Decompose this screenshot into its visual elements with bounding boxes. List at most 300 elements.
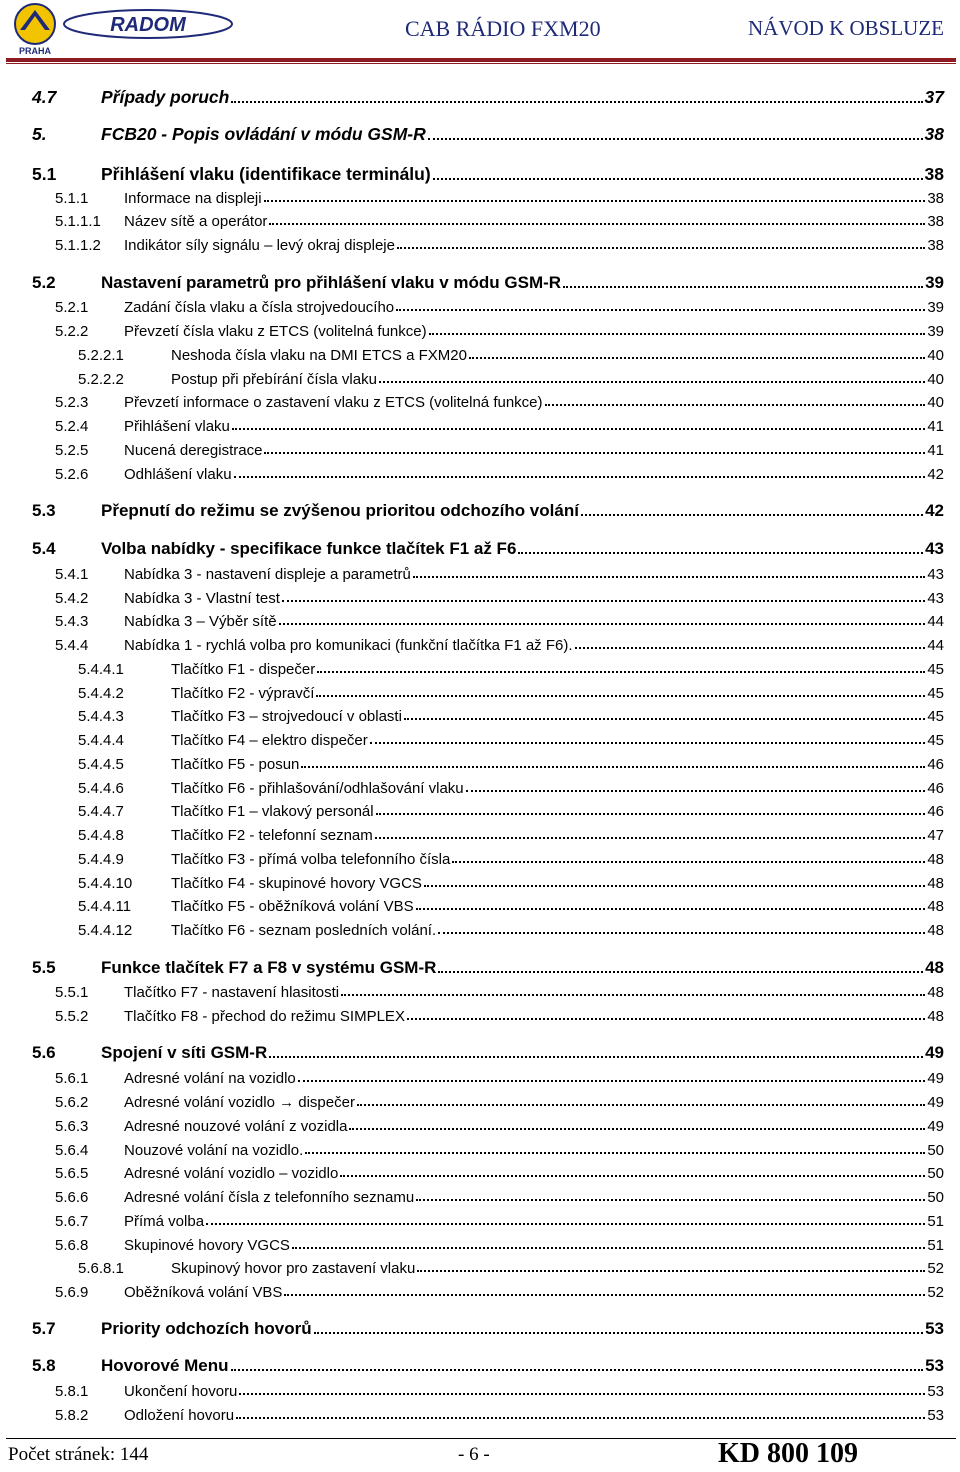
dot-leader bbox=[357, 1104, 925, 1106]
toc-entry-number: 5.6.8.1 bbox=[78, 1259, 124, 1277]
toc-entry-line bbox=[124, 590, 944, 607]
toc-entry-page: 44 bbox=[927, 636, 944, 654]
toc-entry-line bbox=[124, 1189, 944, 1206]
toc-entry-number: 5.4.4.5 bbox=[78, 755, 124, 773]
toc-entry-line bbox=[124, 299, 944, 316]
dot-leader bbox=[428, 138, 923, 140]
toc-entry-title: Volba nabídky - specifikace funkce tlačítek F1 až F6 bbox=[101, 539, 517, 558]
toc-entry-number: 5.2 bbox=[32, 273, 56, 292]
dot-leader bbox=[341, 994, 925, 996]
toc-entry[interactable] bbox=[0, 657, 960, 681]
toc-entry-number: 5.4.4.11 bbox=[78, 897, 132, 915]
dot-leader bbox=[581, 514, 923, 516]
toc-entry-line bbox=[124, 637, 944, 654]
toc-entry-page: 46 bbox=[927, 802, 944, 820]
header-doc-type: NÁVOD K OBSLUZE bbox=[748, 16, 944, 40]
toc-entry-page: 39 bbox=[927, 322, 944, 340]
toc-entry[interactable] bbox=[0, 1379, 960, 1403]
toc-entry-number: 5.5 bbox=[32, 958, 56, 977]
toc-entry-page: 49 bbox=[927, 1093, 944, 1111]
dot-leader bbox=[452, 861, 925, 863]
dot-leader bbox=[466, 790, 926, 792]
toc-entry-number: 5.8 bbox=[32, 1356, 56, 1375]
dot-leader bbox=[236, 1417, 925, 1419]
toc-entry[interactable] bbox=[0, 1090, 960, 1114]
toc-entry[interactable] bbox=[0, 1041, 960, 1065]
toc-entry[interactable] bbox=[0, 390, 960, 414]
toc-entry[interactable] bbox=[0, 633, 960, 657]
dot-leader bbox=[349, 1128, 925, 1130]
dot-leader bbox=[231, 1369, 924, 1371]
toc-entry-number: 5.4.4.1 bbox=[78, 660, 124, 678]
toc-entry[interactable] bbox=[0, 537, 960, 561]
toc-entry-line bbox=[101, 1043, 944, 1063]
dot-leader bbox=[370, 742, 926, 744]
toc-entry-number: 5.4.2 bbox=[55, 589, 89, 607]
toc-entry[interactable] bbox=[0, 980, 960, 1004]
toc-entry-number: 5.2.2.2 bbox=[78, 370, 124, 388]
toc-entry-title: Nucená deregistrace bbox=[124, 441, 263, 459]
toc-entry-number: 5.6.5 bbox=[55, 1164, 89, 1182]
toc-entry-page: 47 bbox=[927, 826, 944, 844]
toc-entry[interactable] bbox=[0, 1280, 960, 1304]
toc-entry-title: Tlačítko F3 – strojvedoucí v oblasti bbox=[171, 707, 402, 725]
toc-entry-page: 45 bbox=[927, 707, 944, 725]
toc-entry-line bbox=[101, 273, 944, 293]
toc-entry-line bbox=[101, 87, 944, 108]
toc-entry[interactable] bbox=[0, 1114, 960, 1138]
dot-leader bbox=[264, 452, 925, 454]
toc-entry-title: Tlačítko F6 - seznam posledních volání. bbox=[171, 921, 437, 939]
toc-entry-line bbox=[124, 566, 944, 583]
toc-entry-title: Případy poruch bbox=[101, 86, 230, 107]
toc-entry-page: 48 bbox=[927, 874, 944, 892]
dot-leader bbox=[416, 908, 926, 910]
toc-entry[interactable] bbox=[0, 1256, 960, 1280]
toc-entry-line bbox=[124, 394, 944, 411]
dot-leader bbox=[316, 695, 925, 697]
toc-entry-page: 38 bbox=[924, 163, 944, 184]
toc-entry[interactable] bbox=[0, 343, 960, 367]
toc-entry[interactable] bbox=[0, 319, 960, 343]
dot-leader bbox=[563, 286, 923, 288]
toc-entry[interactable] bbox=[0, 799, 960, 823]
toc-entry-page: 45 bbox=[927, 684, 944, 702]
toc-entry[interactable] bbox=[0, 823, 960, 847]
toc-entry-title: Tlačítko F4 - skupinové hovory VGCS bbox=[171, 874, 422, 892]
toc-entry[interactable] bbox=[0, 209, 960, 233]
toc-entry[interactable] bbox=[0, 871, 960, 895]
toc-entry[interactable] bbox=[0, 162, 960, 186]
toc-entry-line bbox=[124, 1142, 944, 1159]
toc-entry-line bbox=[171, 780, 944, 797]
toc-entry-line bbox=[124, 323, 944, 340]
toc-entry-line bbox=[124, 1213, 944, 1230]
toc-entry-line bbox=[171, 1260, 944, 1277]
toc-entry-number: 5.2.1 bbox=[55, 298, 89, 316]
toc-entry-title: Tlačítko F4 – elektro dispečer bbox=[171, 731, 368, 749]
logo-subtext: PRAHA bbox=[18, 46, 52, 56]
toc-entry-page: 38 bbox=[927, 212, 944, 230]
toc-entry-title: Nabídka 3 - nastavení displeje a parametrů bbox=[124, 565, 411, 583]
toc-entry-title: Tlačítko F1 - dispečer bbox=[171, 660, 316, 678]
toc-entry-number: 5.4.4.2 bbox=[78, 684, 124, 702]
toc-entry[interactable] bbox=[0, 1185, 960, 1209]
dot-leader bbox=[433, 178, 923, 180]
toc-entry-number: 5.2.5 bbox=[55, 441, 89, 459]
toc-entry-number: 5.5.2 bbox=[55, 1007, 89, 1025]
toc-entry-title: Odložení hovoru bbox=[124, 1406, 235, 1424]
dot-leader bbox=[438, 971, 923, 973]
toc-entry[interactable] bbox=[0, 752, 960, 776]
toc-entry-page: 48 bbox=[927, 897, 944, 915]
toc-entry[interactable] bbox=[0, 776, 960, 800]
toc-entry-title: Převzetí čísla vlaku z ETCS (volitelná funkce) bbox=[124, 322, 427, 340]
toc-entry[interactable] bbox=[0, 295, 960, 319]
toc-entry-number: 5.6 bbox=[32, 1043, 56, 1062]
toc-entry-number: 5.4.4.12 bbox=[78, 921, 133, 939]
toc-entry-page: 48 bbox=[925, 958, 944, 977]
toc-entry-line bbox=[124, 1237, 944, 1254]
dot-leader bbox=[424, 885, 925, 887]
toc-entry-line bbox=[171, 685, 944, 702]
toc-entry-page: 38 bbox=[924, 123, 944, 144]
toc-entry-line bbox=[124, 1383, 944, 1400]
toc-entry-number: 5.6.2 bbox=[55, 1093, 89, 1111]
toc-entry[interactable] bbox=[0, 1403, 960, 1427]
toc-entry-line bbox=[101, 164, 944, 185]
toc-entry-title: Převzetí informace o zastavení vlaku z ETCS (volitelná funkce) bbox=[124, 393, 543, 411]
toc-entry-title: Adresné volání vozidlo → dispečer bbox=[124, 1093, 355, 1111]
toc-entry-number: 5.1 bbox=[32, 163, 57, 184]
toc-entry-line bbox=[124, 418, 944, 435]
toc-entry-number: 5.4.4.9 bbox=[78, 850, 124, 868]
toc-entry-line bbox=[171, 708, 944, 725]
toc-entry-page: 45 bbox=[927, 731, 944, 749]
dot-leader bbox=[417, 1270, 925, 1272]
toc-entry-number: 4.7 bbox=[32, 86, 57, 107]
toc-entry-line bbox=[101, 501, 944, 521]
toc-entry-line bbox=[101, 958, 944, 978]
toc-entry[interactable] bbox=[0, 609, 960, 633]
toc-entry-page: 50 bbox=[927, 1141, 944, 1159]
toc-entry-page: 53 bbox=[927, 1406, 944, 1424]
toc-entry[interactable] bbox=[0, 367, 960, 391]
toc-entry-line bbox=[124, 466, 944, 483]
toc-entry[interactable] bbox=[0, 462, 960, 486]
dot-leader bbox=[429, 333, 926, 335]
toc-entry-title: Skupinové hovory VGCS bbox=[124, 1236, 290, 1254]
dot-leader bbox=[375, 837, 926, 839]
toc-entry-title: Nouzové volání na vozidlo. bbox=[124, 1141, 304, 1159]
toc-entry-line bbox=[124, 984, 944, 1001]
dot-leader bbox=[298, 1080, 926, 1082]
toc-entry-title: Tlačítko F3 - přímá volba telefonního čísla bbox=[171, 850, 451, 868]
toc-entry-line bbox=[124, 1284, 944, 1301]
toc-entry[interactable] bbox=[0, 918, 960, 942]
toc-entry-title: Oběžníková volání VBS bbox=[124, 1283, 283, 1301]
dot-leader bbox=[282, 600, 925, 602]
toc-entry[interactable] bbox=[0, 1138, 960, 1162]
toc-entry-page: 52 bbox=[927, 1259, 944, 1277]
toc-entry-title: Tlačítko F6 - přihlašování/odhlašování vlaku bbox=[171, 779, 464, 797]
toc-entry-page: 49 bbox=[925, 1043, 944, 1062]
toc-entry-page: 51 bbox=[927, 1212, 944, 1230]
toc-entry[interactable] bbox=[0, 894, 960, 918]
toc-entry[interactable] bbox=[0, 499, 960, 523]
toc-entry-number: 5.4.4 bbox=[55, 636, 89, 654]
toc-entry-number: 5.2.2.1 bbox=[78, 346, 124, 364]
toc-entry-title: Tlačítko F5 - oběžníková volání VBS bbox=[171, 897, 414, 915]
toc-entry-page: 49 bbox=[927, 1117, 944, 1135]
dot-leader bbox=[469, 357, 925, 359]
toc-entry[interactable] bbox=[0, 704, 960, 728]
toc-entry-page: 38 bbox=[927, 189, 944, 207]
toc-entry-number: 5.8.1 bbox=[55, 1382, 89, 1400]
logo-text: RADOM bbox=[110, 14, 186, 36]
toc-entry-page: 48 bbox=[927, 1007, 944, 1025]
toc-entry-page: 43 bbox=[925, 539, 944, 558]
toc-entry-page: 46 bbox=[927, 779, 944, 797]
footer-page-count: Počet stránek: 144 bbox=[8, 1444, 149, 1465]
toc-entry-title: Postup při přebírání čísla vlaku bbox=[171, 370, 377, 388]
dot-leader bbox=[269, 1056, 923, 1058]
toc-entry-title: Přihlášení vlaku bbox=[124, 417, 230, 435]
toc-entry-line bbox=[124, 213, 944, 230]
dot-leader bbox=[279, 623, 926, 625]
toc-entry-title: Tlačítko F2 - výpravčí bbox=[171, 684, 315, 702]
dot-leader bbox=[396, 309, 925, 311]
dot-leader bbox=[314, 1332, 923, 1334]
toc-entry-line bbox=[101, 1319, 944, 1339]
toc-entry-line bbox=[124, 1008, 944, 1025]
toc-entry-line bbox=[101, 1356, 944, 1376]
toc-entry[interactable] bbox=[0, 956, 960, 980]
toc-entry-line bbox=[171, 371, 944, 388]
toc-entry[interactable] bbox=[0, 1161, 960, 1185]
toc-entry-page: 45 bbox=[927, 660, 944, 678]
toc-entry[interactable] bbox=[0, 414, 960, 438]
dot-leader bbox=[284, 1294, 925, 1296]
toc-entry-title: Adresné volání na vozidlo bbox=[124, 1069, 296, 1087]
toc-entry-page: 53 bbox=[925, 1356, 944, 1375]
toc-entry-title: Odhlášení vlaku bbox=[124, 465, 232, 483]
toc-entry[interactable] bbox=[0, 681, 960, 705]
toc-entry-line bbox=[124, 1165, 944, 1182]
toc-entry-title: Funkce tlačítek F7 a F8 v systému GSM-R bbox=[101, 958, 437, 977]
toc-entry[interactable] bbox=[0, 122, 960, 146]
toc-entry-number: 5.4.4.8 bbox=[78, 826, 124, 844]
toc-entry-number: 5.4.4.7 bbox=[78, 802, 124, 820]
toc-entry[interactable] bbox=[0, 1004, 960, 1028]
toc-entry-line bbox=[124, 1094, 944, 1111]
toc-entry-page: 38 bbox=[927, 236, 944, 254]
toc-entry-page: 41 bbox=[927, 417, 944, 435]
toc-entry-line bbox=[171, 347, 944, 364]
header-product: CAB RÁDIO FXM20 bbox=[405, 16, 601, 41]
toc-entry-page: 52 bbox=[927, 1283, 944, 1301]
toc-entry-page: 43 bbox=[927, 589, 944, 607]
toc-entry-title: Tlačítko F2 - telefonní seznam bbox=[171, 826, 373, 844]
toc-entry-line bbox=[171, 661, 944, 678]
toc-entry-number: 5. bbox=[32, 123, 47, 144]
dot-leader bbox=[301, 766, 925, 768]
toc-entry-page: 50 bbox=[927, 1188, 944, 1206]
toc-entry-page: 42 bbox=[925, 501, 944, 520]
toc-entry-page: 41 bbox=[927, 441, 944, 459]
toc-entry[interactable] bbox=[0, 728, 960, 752]
toc-entry-title: Nabídka 3 - Vlastní test bbox=[124, 589, 280, 607]
footer-doc-code: KD 800 109 bbox=[718, 1438, 858, 1469]
toc-entry-number: 5.2.2 bbox=[55, 322, 89, 340]
toc-entry-line bbox=[171, 922, 944, 939]
toc-entry[interactable] bbox=[0, 438, 960, 462]
toc-entry-title: Tlačítko F7 - nastavení hlasitosti bbox=[124, 983, 340, 1001]
toc-entry-number: 5.5.1 bbox=[55, 983, 89, 1001]
dot-leader bbox=[269, 223, 925, 225]
toc-entry-number: 5.8.2 bbox=[55, 1406, 89, 1424]
toc-entry-number: 5.4 bbox=[32, 539, 56, 558]
toc-entry-number: 5.6.6 bbox=[55, 1188, 89, 1206]
toc-entry-title: Tlačítko F8 - přechod do režimu SIMPLEX bbox=[124, 1007, 405, 1025]
toc-entry-number: 5.3 bbox=[32, 501, 56, 520]
toc-entry[interactable] bbox=[0, 847, 960, 871]
dot-leader bbox=[397, 247, 925, 249]
toc-entry-title: Adresné volání čísla z telefonního seznamu bbox=[124, 1188, 415, 1206]
toc-entry-page: 44 bbox=[927, 612, 944, 630]
toc-entry-line bbox=[124, 1407, 944, 1424]
toc-entry-number: 5.1.1.2 bbox=[55, 236, 101, 254]
toc-entry-page: 39 bbox=[927, 298, 944, 316]
toc-entry-page: 40 bbox=[927, 370, 944, 388]
toc-entry[interactable] bbox=[0, 1317, 960, 1341]
toc-entry-page: 53 bbox=[925, 1319, 944, 1338]
toc-entry-title: Neshoda čísla vlaku na DMI ETCS a FXM20 bbox=[171, 346, 467, 364]
toc-entry[interactable] bbox=[0, 1209, 960, 1233]
toc-entry[interactable] bbox=[0, 233, 960, 257]
toc-entry-page: 50 bbox=[927, 1164, 944, 1182]
toc-entry-line bbox=[171, 898, 944, 915]
dot-leader bbox=[575, 647, 926, 649]
dot-leader bbox=[232, 428, 925, 430]
toc-entry-number: 5.4.4.4 bbox=[78, 731, 124, 749]
toc-entry[interactable] bbox=[0, 186, 960, 210]
toc-entry-page: 39 bbox=[925, 273, 944, 292]
toc-entry-page: 46 bbox=[927, 755, 944, 773]
toc-entry-number: 5.6.4 bbox=[55, 1141, 89, 1159]
toc-entry[interactable] bbox=[0, 586, 960, 610]
dot-leader bbox=[305, 1152, 925, 1154]
toc-entry-page: 43 bbox=[927, 565, 944, 583]
toc-entry-title: Nabídka 1 - rychlá volba pro komunikaci (funkční tlačítka F1 až F6). bbox=[124, 636, 573, 654]
toc-entry-page: 48 bbox=[927, 850, 944, 868]
toc-entry-line bbox=[171, 756, 944, 773]
toc-entry-title: Tlačítko F1 – vlakový personál bbox=[171, 802, 374, 820]
toc-entry[interactable] bbox=[0, 1066, 960, 1090]
dot-leader bbox=[413, 576, 925, 578]
footer-page-number: - 6 - bbox=[458, 1444, 490, 1465]
toc-entry-number: 5.6.3 bbox=[55, 1117, 89, 1135]
toc-entry-title: Priority odchozích hovorů bbox=[101, 1319, 312, 1338]
toc-entry-number: 5.7 bbox=[32, 1319, 56, 1338]
toc-entry-title: Nastavení parametrů pro přihlášení vlaku v módu GSM-R bbox=[101, 273, 562, 292]
toc-entry-line bbox=[124, 442, 944, 459]
toc-entry-number: 5.2.3 bbox=[55, 393, 89, 411]
dot-leader bbox=[206, 1223, 925, 1225]
dot-leader bbox=[317, 671, 925, 673]
toc-entry-title: Informace na displeji bbox=[124, 189, 262, 207]
toc-entry[interactable] bbox=[0, 562, 960, 586]
toc-entry-page: 48 bbox=[927, 983, 944, 1001]
toc-entry-number: 5.6.1 bbox=[55, 1069, 89, 1087]
dot-leader bbox=[292, 1247, 925, 1249]
toc-entry-number: 5.4.4.10 bbox=[78, 874, 133, 892]
toc-entry-line bbox=[124, 237, 944, 254]
dot-leader bbox=[264, 200, 926, 202]
dot-leader bbox=[404, 718, 925, 720]
toc-entry-title: Přepnutí do režimu se zvýšenou prioritou odchozího volání bbox=[101, 501, 579, 520]
toc-entry-page: 53 bbox=[927, 1382, 944, 1400]
toc-entry-title: Adresné nouzové volání z vozidla bbox=[124, 1117, 348, 1135]
toc-entry-page: 42 bbox=[927, 465, 944, 483]
toc-entry-title: Indikátor síly signálu – levý okraj displeje bbox=[124, 236, 395, 254]
toc-entry-number: 5.2.4 bbox=[55, 417, 89, 435]
toc-entry-title: Skupinový hovor pro zastavení vlaku bbox=[171, 1259, 416, 1277]
toc-entry-line bbox=[171, 827, 944, 844]
toc-entry-page: 40 bbox=[927, 346, 944, 364]
toc-entry-number: 5.2.6 bbox=[55, 465, 89, 483]
toc-entry-page: 48 bbox=[927, 921, 944, 939]
toc-entry[interactable] bbox=[0, 1354, 960, 1378]
toc-entry[interactable] bbox=[0, 1233, 960, 1257]
toc-entry-title: Nabídka 3 – Výběr sítě bbox=[124, 612, 277, 630]
dot-leader bbox=[545, 404, 926, 406]
toc-entry[interactable] bbox=[0, 85, 960, 109]
toc-entry-title: FCB20 - Popis ovládání v módu GSM-R bbox=[101, 123, 426, 144]
toc-entry-title: Tlačítko F5 - posun bbox=[171, 755, 300, 773]
toc-entry-title: Zadání čísla vlaku a čísla strojvedoucího bbox=[124, 298, 395, 316]
toc-entry-line bbox=[124, 1118, 944, 1135]
dot-leader bbox=[416, 1199, 925, 1201]
toc-entry-line bbox=[124, 1070, 944, 1087]
dot-leader bbox=[340, 1175, 925, 1177]
toc-entry-title: Přímá volba bbox=[124, 1212, 205, 1230]
dot-leader bbox=[518, 552, 923, 554]
toc-entry-number: 5.1.1.1 bbox=[55, 212, 101, 230]
toc-entry[interactable] bbox=[0, 271, 960, 295]
dot-leader bbox=[376, 813, 926, 815]
toc-entry-line bbox=[171, 875, 944, 892]
toc-entry-title: Adresné volání vozidlo – vozidlo bbox=[124, 1164, 339, 1182]
toc-entry-page: 37 bbox=[924, 86, 944, 107]
dot-leader bbox=[231, 101, 922, 103]
toc-entry-page: 51 bbox=[927, 1236, 944, 1254]
toc-entry-number: 5.4.4.6 bbox=[78, 779, 124, 797]
toc-entry-line bbox=[171, 851, 944, 868]
toc-entry-number: 5.4.3 bbox=[55, 612, 89, 630]
toc-entry-title: Hovorové Menu bbox=[101, 1356, 229, 1375]
toc-entry-line bbox=[124, 190, 944, 207]
toc-entry-number: 5.4.1 bbox=[55, 565, 89, 583]
toc-entry-line bbox=[101, 124, 944, 145]
toc-entry-line bbox=[171, 732, 944, 749]
toc-entry-title: Spojení v síti GSM-R bbox=[101, 1043, 268, 1062]
toc-entry-page: 49 bbox=[927, 1069, 944, 1087]
dot-leader bbox=[407, 1018, 925, 1020]
dot-leader bbox=[379, 381, 925, 383]
toc-entry-page: 40 bbox=[927, 393, 944, 411]
toc-entry-number: 5.1.1 bbox=[55, 189, 89, 207]
